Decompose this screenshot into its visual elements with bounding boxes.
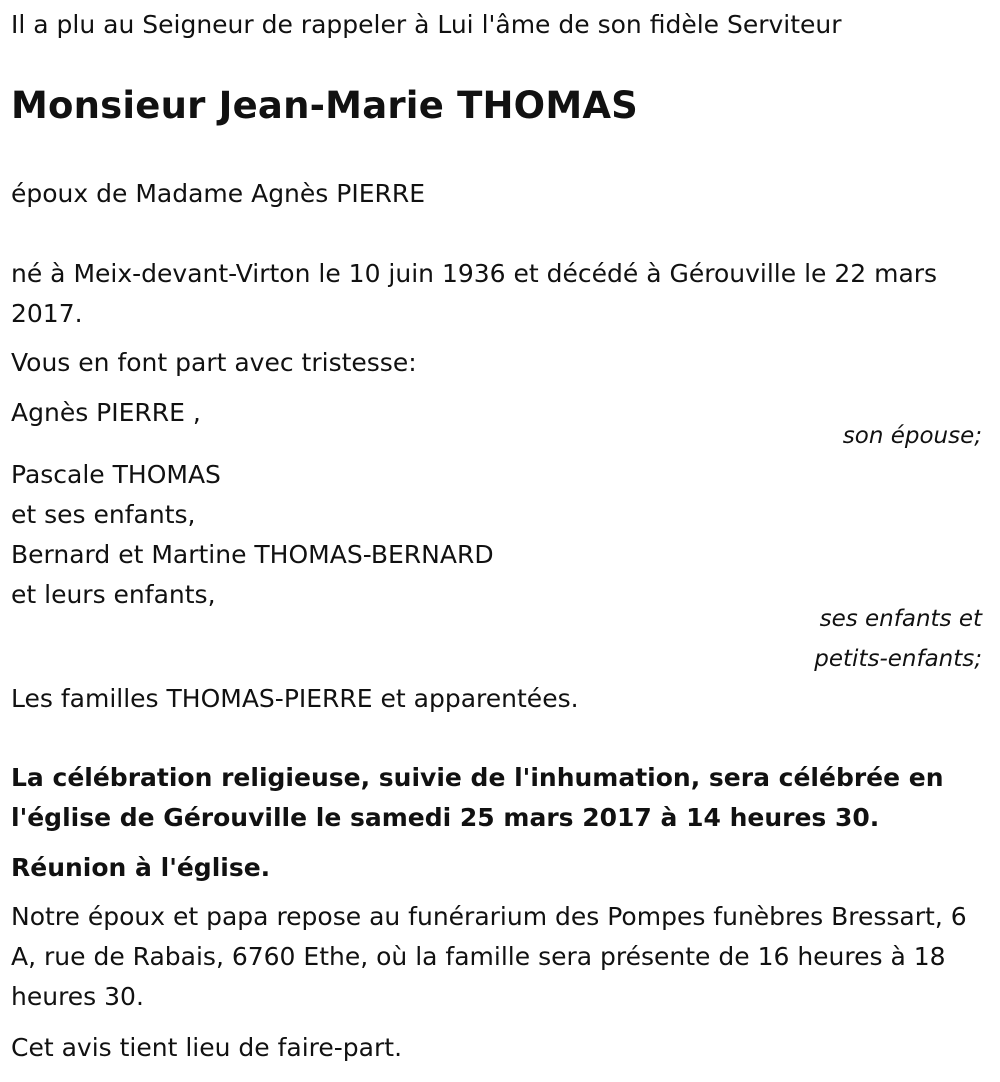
deceased-name: Monsieur Jean-Marie THOMAS bbox=[11, 84, 639, 127]
family-children-role-line1: ses enfants et bbox=[819, 606, 982, 632]
family-others: Les familles THOMAS-PIERRE et apparentées. bbox=[11, 684, 579, 713]
family-intro: Vous en font part avec tristesse: bbox=[11, 348, 417, 377]
family-child-2: Bernard et Martine THOMAS-BERNARD bbox=[11, 540, 494, 569]
intro-text: Il a plu au Seigneur de rappeler à Lui l'âme de son fidèle Serviteur bbox=[11, 10, 842, 39]
funeral-home-text: Notre époux et papa repose au funérarium des Pompes funèbres Bressart, 6 A, rue de Rabais, 6760 Ethe, où la famille sera présente de 16 heures à 18 heures 30. bbox=[11, 902, 967, 1011]
family-child-1-kids: et ses enfants, bbox=[11, 500, 196, 529]
family-child-1: Pascale THOMAS bbox=[11, 460, 221, 489]
gathering-text: Réunion à l'église. bbox=[11, 853, 271, 882]
family-spouse-name: Agnès PIERRE , bbox=[11, 398, 201, 427]
family-children-role-line2: petits-enfants; bbox=[814, 646, 982, 672]
birth-death-text: né à Meix-devant-Virton le 10 juin 1936 et décédé à Gérouville le 22 mars 2017. bbox=[11, 259, 938, 328]
spouse-line: époux de Madame Agnès PIERRE bbox=[11, 179, 426, 208]
family-child-2-kids: et leurs enfants, bbox=[11, 580, 216, 609]
obituary-notice bbox=[11, 0, 991, 1082]
notice-text: Cet avis tient lieu de faire-part. bbox=[11, 1033, 403, 1062]
ceremony-text: La célébration religieuse, suivie de l'inhumation, sera célébrée en l'église de Gérouville le samedi 25 mars 2017 à 14 heures 30. bbox=[11, 763, 944, 832]
family-spouse-role: son épouse; bbox=[842, 423, 982, 449]
